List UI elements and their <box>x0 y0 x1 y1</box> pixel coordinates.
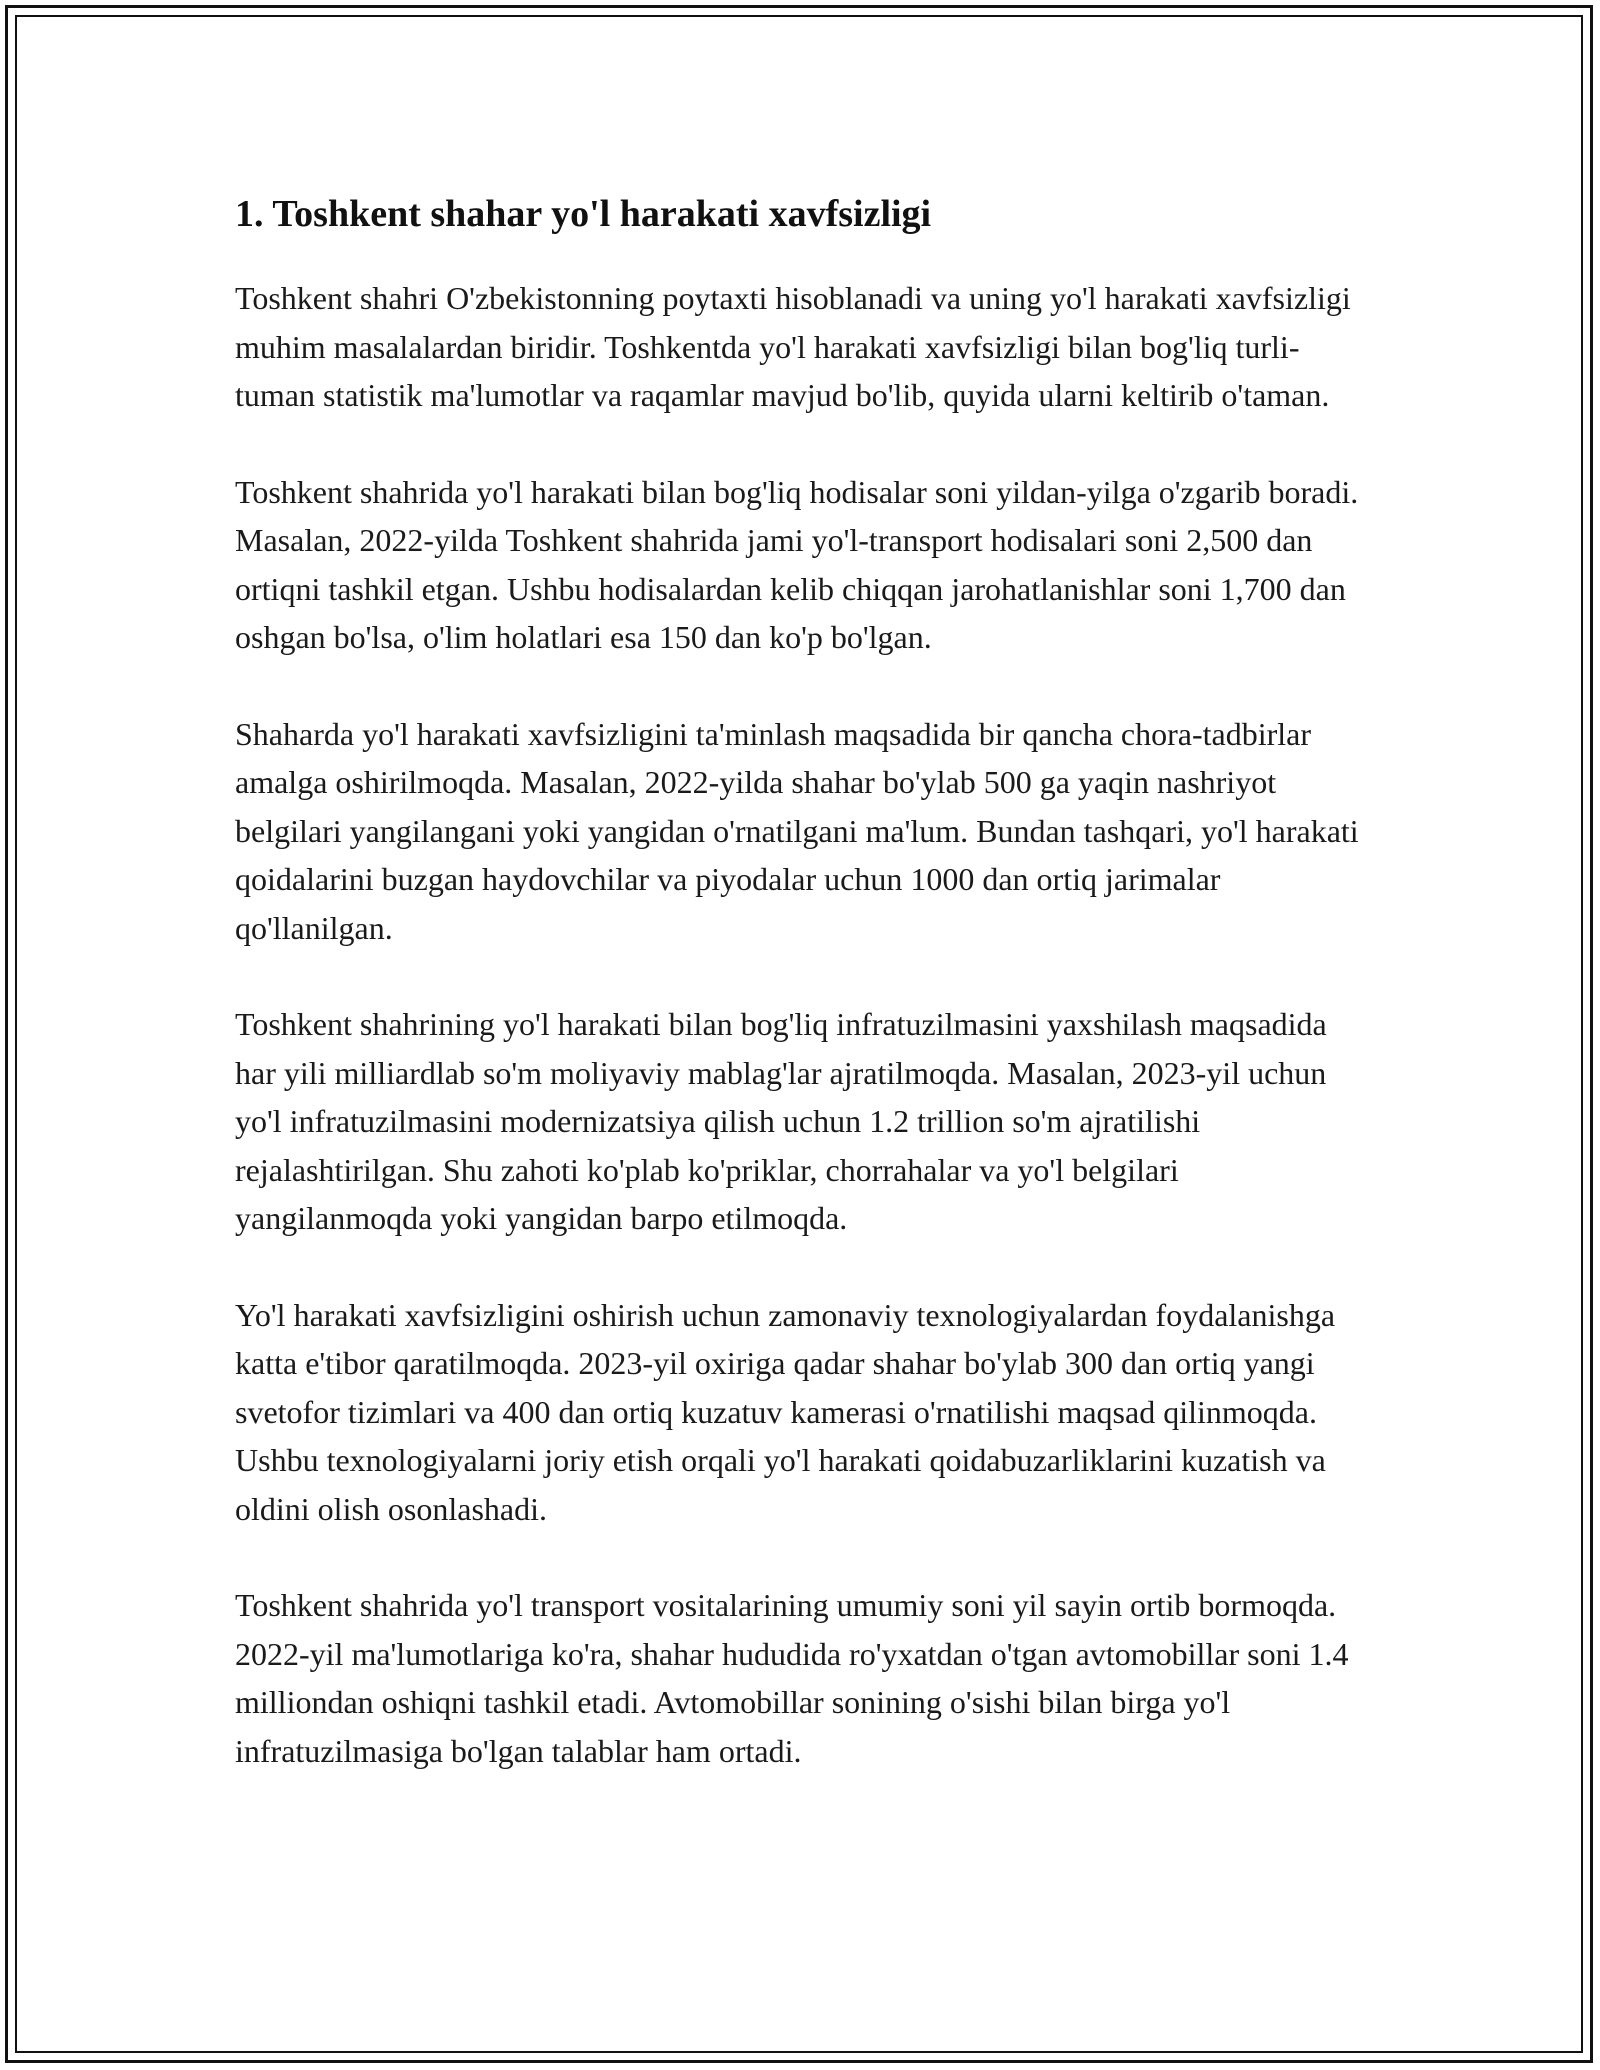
paragraph-vehicles: Toshkent shahrida yo'l transport vositalarining umumiy soni yil sayin ortib bormoqda. 2022-yil ma'lumotlariga ko'ra, shahar hududida ro'yxatdan o'tgan avtomobillar soni 1.4 milliondan oshiqni tashkil etadi. Avtomobillar sonining o'sishi bilan birga yo'l infratuzilmasiga bo'lgan talablar ham ortadi. <box>235 1587 1349 1769</box>
section-heading: 1. Toshkent shahar yo'l harakati xavfsizligi <box>235 193 932 235</box>
paragraph-incidents: Toshkent shahrida yo'l harakati bilan bog'liq hodisalar soni yildan-yilga o'zgarib boradi. Masalan, 2022-yilda Toshkent shahrida jami yo'l-transport hodisalari soni 2,500 dan ortiqni tashkil etgan. Ushbu hodisalardan kelib chiqqan jarohatlanishlar soni 1,700 dan oshgan bo'lsa, o'lim holatlari esa 150 dan ko'p bo'lgan. <box>235 473 1359 655</box>
paragraph-infrastructure: Toshkent shahrining yo'l harakati bilan bog'liq infratuzilmasini yaxshilash maqsadida har yili milliardlab so'm moliyaviy mablag'lar ajratilmoqda. Masalan, 2023-yil uchun yo'l infratuzilmasini modernizatsiya qilish uchun 1.2 trillion so'm ajratilishi rejalashtirilgan. Shu zahoti ko'plab ko'priklar, chorrahalar va yo'l belgilari yangilanmoqda yoki yangidan barpo etilmoqda. <box>235 1006 1327 1236</box>
document-body <box>235 184 1370 1823</box>
paragraph-intro: Toshkent shahri O'zbekistonning poytaxti hisoblanadi va uning yo'l harakati xavfsizligi muhim masalalardan biridir. Toshkentda yo'l harakati xavfsizligi bilan bog'liq turli-tuman statistik ma'lumotlar va raqamlar mavjud bo'lib, quyida ularni keltirib o'taman. <box>235 280 1351 413</box>
paragraph-measures: Shaharda yo'l harakati xavfsizligini ta'minlash maqsadida bir qancha chora-tadbirlar amalga oshirilmoqda. Masalan, 2022-yilda shahar bo'ylab 500 ga yaqin nashriyot belgilari yangilangani yoki yangidan o'rnatilgani ma'lum. Bundan tashqari, yo'l harakati qoidalarini buzgan haydovchilar va piyodalar uchun 1000 dan ortiq jarimalar qo'llanilgan. <box>235 715 1359 946</box>
paragraph-technology: Yo'l harakati xavfsizligini oshirish uchun zamonaviy texnologiyalardan foydalanishga katta e'tibor qaratilmoqda. 2023-yil oxiriga qadar shahar bo'ylab 300 dan ortiq yangi svetofor tizimlari va 400 dan ortiq kuzatuv kamerasi o'rnatilishi maqsad qilinmoqda. Ushbu texnologiyalarni joriy etish orqali yo'l harakati qoidabuzarliklarini kuzatish va oldini olish osonlashadi. <box>235 1296 1336 1527</box>
